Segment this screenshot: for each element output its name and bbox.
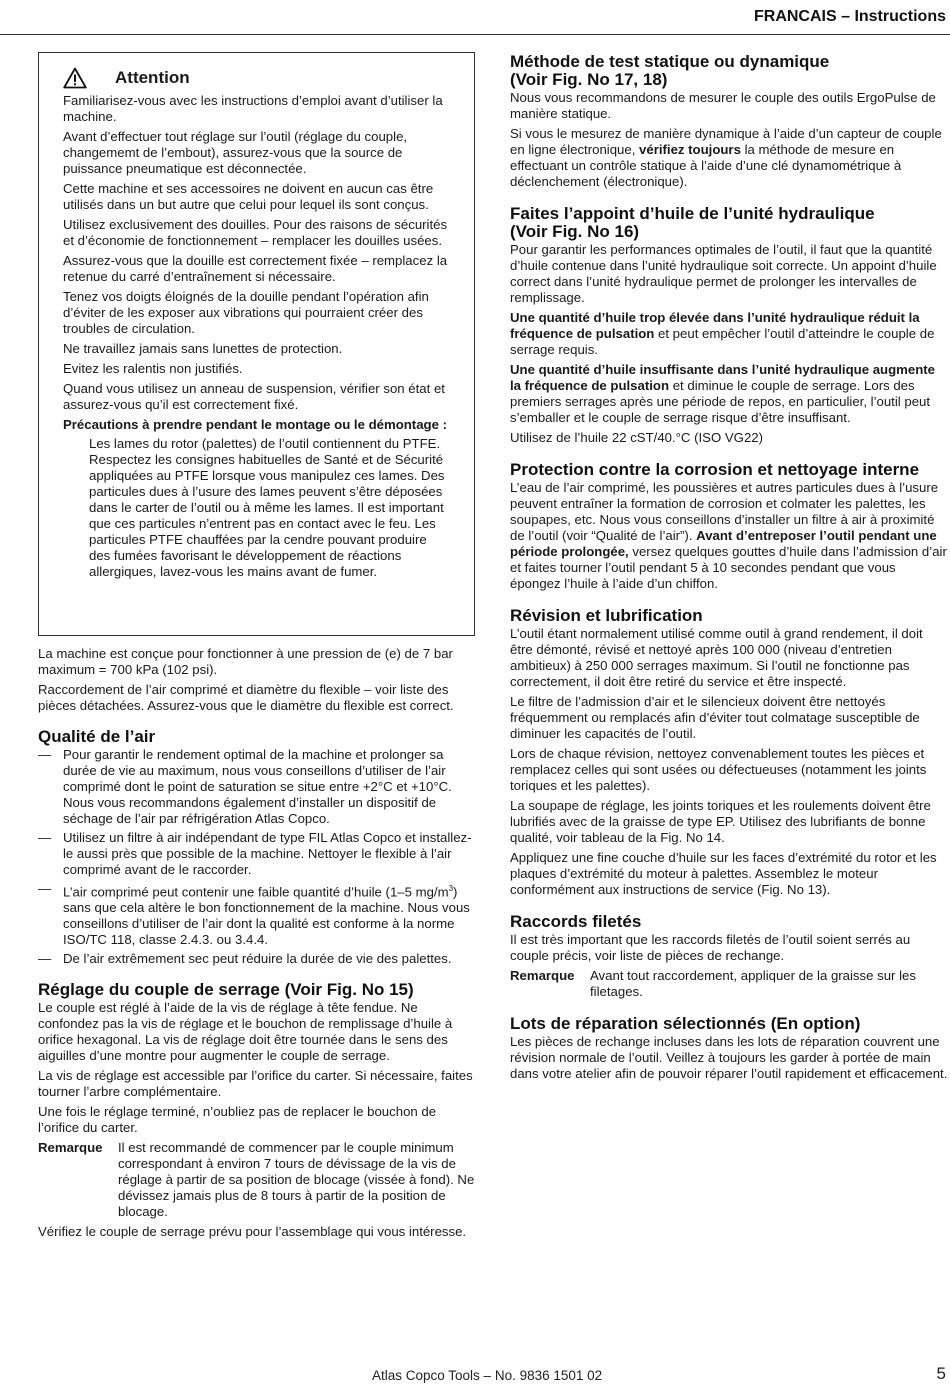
note-text: Avant tout raccordement, appliquer de la graisse sur les filetages. <box>590 968 916 999</box>
list-item <box>38 830 475 878</box>
list-item-text: Utilisez un filtre à air indépendant de type FIL Atlas Copco et installez-le aussi près que possible de la machine. Nettoyer le flexible à l’air comprimé avant de le raccorder. <box>63 830 472 877</box>
attention-paragraph: Cette machine et ses accessoires ne doivent en aucun cas être utilisés dans un but autre que celui pour lequel ils sont conçus. <box>63 181 434 212</box>
title-line: (Voir Fig. No 16) <box>510 222 640 241</box>
precautions-text: Les lames du rotor (palettes) de l’outil contiennent du PTFE. Respectez les consignes habituelles de Santé et de Sécurité appliquées au PTFE lorsque vous manipulez ces lames. Des particules dues à l’usure des lames peuvent s’être déposées dans le carter de l’outil ou à même les lames. Il est important que ces particules n’entrent pas en contact avec le feu. Les particules PTFE chauffées par la cendre pouvant produire des fumées favorisant le développement de réactions allergiques, lavez-vous les mains avant de fumer. <box>89 436 445 579</box>
text-run: et peut empêcher l’outil d’atteindre le couple de serrage requis. <box>510 326 935 357</box>
threads-paragraph: Il est très important que les raccords filetés de l’outil soient serrés au couple précis, voir liste de pièces de rechange. <box>510 932 911 963</box>
attention-paragraph: Avant d’effectuer tout réglage sur l’outil (réglage du couple, changememt de l’embout), assurez-vous que la source de puissance pneumatique est déconnectée. <box>63 129 408 176</box>
torque-closing: Vérifiez le couple de serrage prévu pour l’assemblage qui vous intéresse. <box>38 1224 467 1240</box>
kits-paragraph: Les pièces de rechange incluses dans les lots de réparation couvrent une révision normale de l’outil. Veillez à toujours les garder à portée de main dans votre atelier afin de pouvoir réparer l’outil rapidement et efficacement. <box>510 1034 948 1081</box>
dash-marker: — <box>38 951 52 967</box>
attention-box <box>38 52 475 636</box>
attention-paragraph: Quand vous utilisez un anneau de suspension, vérifier son état et assurez-vous qu’il est correctement fixé. <box>63 381 445 412</box>
revision-paragraph: Lors de chaque révision, nettoyez convenablement toutes les pièces et remplacez celles qui sont usées ou défectueuses (notamment les joints toriques et les palettes). <box>510 746 927 793</box>
torque-note <box>38 1140 475 1220</box>
text-run: L’eau de l’air comprimé, les poussières et autres particules dues à l’usure peuvent entraîner la formation de corrosion et colmater les palettes, les soupapes, etc. Nous vous conseillons d’installer un filtre à air à proximité de l’outil (voir “Qualité de l’air”). <box>510 480 939 543</box>
footer-text: Atlas Copco Tools – No. 9836 1501 02 <box>372 1368 603 1383</box>
warning-triangle-icon <box>63 67 87 89</box>
torque-paragraph: La vis de réglage est accessible par l’orifice du carter. Si nécessaire, faites tourner l’arbre complémentaire. <box>38 1068 473 1100</box>
oil-fill-paragraph <box>510 310 948 358</box>
air-quality-list <box>38 747 475 967</box>
section-title-air-quality: Qualité de l’air <box>38 727 156 746</box>
title-line: Méthode de test statique ou dynamique <box>510 52 830 71</box>
list-item-text: L’air comprimé peut contenir une faible quantité d’huile (1–5 mg/m <box>63 884 449 900</box>
title-line: (Voir Fig. No 17, 18) <box>510 70 668 89</box>
precautions-title: Précautions à prendre pendant le montage ou le démontage : <box>63 417 447 432</box>
left-column <box>38 52 475 1244</box>
text-run: Si vous le mesurez de manière dynamique à l’aide d’un capteur de couple en ligne électronique, <box>510 126 942 157</box>
superscript: 3 <box>448 884 454 893</box>
dash-marker: — <box>38 747 52 762</box>
revision-paragraph: L’outil étant normalement utilisé comme outil à grand rendement, il doit être démonté, révisé et nettoyé après 100 000 (niveau d’entretien ambitieux) à 250 000 serrages maximum. Si l’outil ne fonctionne pas correctement, il doit être retiré du service et être inspecté. <box>510 626 923 689</box>
torque-paragraph: Le couple est réglé à l’aide de la vis de réglage à tête fendue. Ne confondez pas la vis de réglage et le bouchon de remplissage d’huile à orifice hexagonal. La vis de réglage doit être tournée dans le sens des aiguilles d’une montre pour augmenter le couple de serrage. <box>38 1000 453 1064</box>
torque-paragraph: Une fois le réglage terminé, n’oubliez pas de replacer le bouchon de l’orifice du carter. <box>38 1104 437 1136</box>
threads-note <box>510 968 948 1000</box>
header-rule <box>0 34 950 35</box>
attention-title: Attention <box>115 68 190 87</box>
text-run-bold: Une quantité d’huile insuffisante dans l’unité hydraulique augmente la fréquence de pulsation <box>510 362 935 393</box>
note-label: Remarque <box>38 1140 103 1156</box>
attention-paragraph: Evitez les ralentis non justifiés. <box>63 361 243 376</box>
section-title-revision: Révision et lubrification <box>510 606 703 625</box>
attention-paragraph: Familiarisez-vous avec les instructions d’emploi avant d’utiliser la machine. <box>63 93 443 124</box>
attention-paragraph: Assurez-vous que la douille est correctement fixée – remplacez la retenue du carré d’entraînement si nécessaire. <box>63 253 448 284</box>
oil-fill-paragraph <box>510 362 948 426</box>
text-run-bold: Avant d’entreposer l’outil pendant une période prolongée, <box>510 528 937 559</box>
list-item <box>38 747 475 827</box>
attention-heading <box>63 67 450 89</box>
dash-marker: — <box>38 830 52 845</box>
list-item-text: ) sans que cela altère le bon fonctionnement de la machine. Nous vous conseillons d’utiliser de l’air dont la qualité est conforme à la norme ISO/TC 118, classe 2.4.3. ou 3.4.4. <box>63 884 470 948</box>
text-run: et diminue le couple de serrage. Lors des premiers serrages après une période de repos, en particulier, l’outil peut s’emballer et le couple de serrage risque d’être insuffisant. <box>510 378 931 425</box>
revision-paragraph: La soupape de réglage, les joints toriques et les roulements doivent être lubrifiés avec de la graisse de type EP. Utilisez des lubrifiants de bonne qualité, voir tableau de la Fig. No 14. <box>510 798 931 845</box>
oil-fill-paragraph: Pour garantir les performances optimales de l’outil, il faut que la quantité d’huile contenue dans l’unité hydraulique soit correcte. Un appoint d’huile correct dans l’unité hydraulique permet de prolonger les intervalles de remplissage. <box>510 242 937 305</box>
list-item <box>38 951 475 967</box>
section-title-corrosion: Protection contre la corrosion et nettoyage interne <box>510 460 920 479</box>
corrosion-paragraph <box>510 480 948 592</box>
attention-paragraph: Ne travaillez jamais sans lunettes de protection. <box>63 341 343 356</box>
note-text: Il est recommandé de commencer par le couple minimum correspondant à environ 7 tours de dévissage de la vis de réglage à partir de sa position de blocage (vissée à fond). Ne dévissez jamais plus de 8 tours à partir de la position de blocage. <box>118 1140 475 1220</box>
section-title-oil-fill <box>510 205 948 241</box>
right-column <box>510 53 948 1086</box>
section-title-kits: Lots de réparation sélectionnés (En option) <box>510 1014 861 1033</box>
attention-paragraph: Tenez vos doigts éloignés de la douille pendant l’opération afin d’éviter de les exposer aux vibrations qui pourraient créer des troubles de circulation. <box>63 289 429 336</box>
oil-fill-paragraph: Utilisez de l’huile 22 cST/40.°C (ISO VG22) <box>510 430 764 445</box>
section-title-torque: Réglage du couple de serrage (Voir Fig. No 15) <box>38 980 414 1000</box>
section-title-test-method <box>510 53 948 89</box>
section-title-threads: Raccords filetés <box>510 912 642 931</box>
dash-marker: — <box>38 881 52 896</box>
text-run: versez quelques gouttes d’huile dans l’admission d’air et faites tourner l’outil pendant 5 à 10 secondes pendant que vous épongez l’huile à l’aide d’un chiffon. <box>510 544 947 591</box>
title-line: Faites l’appoint d’huile de l’unité hydraulique <box>510 204 875 223</box>
list-item-text: Pour garantir le rendement optimal de la machine et prolonger sa durée de vie au maximum, nous vous conseillons d’utiliser de l’air comprimé dont le point de saturation se situe entre +2°C et +10°C. Nous vous recommandons également d’installer un dispositif de séchage de l’air par réfrigération Atlas Copco. <box>63 747 452 826</box>
revision-paragraph: Le filtre de l’admission d’air et le silencieux doivent être nettoyés fréquemment ou remplacés afin d’éviter tout colmatage susceptible de diminuer les capacités de l’outil. <box>510 694 920 741</box>
test-method-paragraph <box>510 126 948 190</box>
intro-paragraph: La machine est conçue pour fonctionner à une pression de (e) de 7 bar maximum = 700 kPa (102 psi). <box>38 646 453 677</box>
list-item-text: De l’air extrêmement sec peut réduire la durée de vie des palettes. <box>63 951 452 967</box>
list-item <box>38 881 475 948</box>
intro-paragraph: Raccordement de l’air comprimé et diamètre du flexible – voir liste des pièces détachées. Assurez-vous que le diamètre du flexible est correct. <box>38 682 454 713</box>
attention-paragraph: Utilisez exclusivement des douilles. Pour des raisons de sécurités et d’économie de fonctionnement – remplacer les douilles usées. <box>63 217 448 248</box>
revision-paragraph: Appliquez une fine couche d’huile sur les faces d’extrémité du rotor et les plaques d’extrémité du moteur à palettes. Assemblez le moteur conformément aux instructions de service (Fig. No 13). <box>510 850 937 897</box>
text-run: la méthode de mesure en effectuant un contrôle statique à l’aide d’une clé dynamométrique à déclenchement (électronique). <box>510 142 902 189</box>
page-header-title: FRANCAIS – Instructions <box>753 8 946 25</box>
note-label: Remarque <box>510 968 575 983</box>
page-number: 5 <box>936 1364 946 1383</box>
text-run-bold: vérifiez toujours <box>639 142 741 157</box>
test-method-paragraph: Nous vous recommandons de mesurer le couple des outils ErgoPulse de manière statique. <box>510 90 936 121</box>
text-run-bold: Une quantité d’huile trop élevée dans l’unité hydraulique réduit la fréquence de pulsation <box>510 310 920 341</box>
